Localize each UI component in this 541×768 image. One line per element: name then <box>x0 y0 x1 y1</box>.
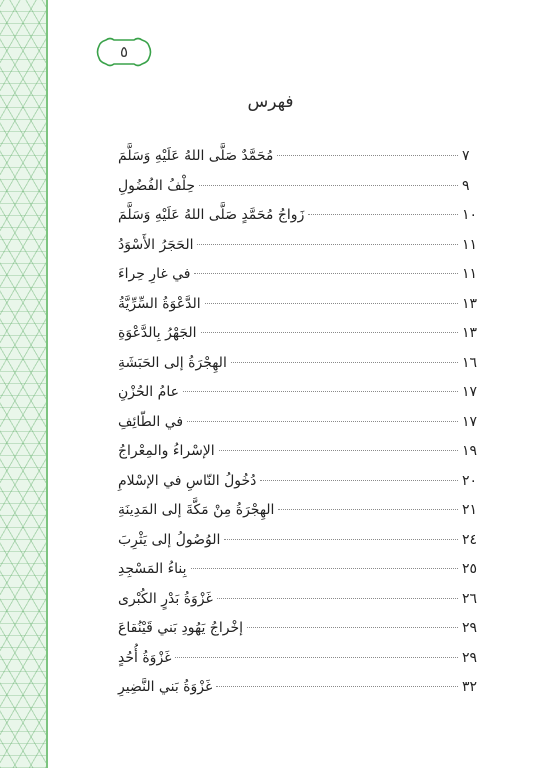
toc-entry-title: الهِجْرَةُ مِنْ مَكَّةَ إلى المَدِينَةِ <box>118 502 275 518</box>
dot-leader <box>187 421 458 422</box>
toc-entry[interactable] <box>118 325 482 355</box>
dot-leader <box>205 303 458 304</box>
toc-entry-page: ٢٩ <box>462 620 478 636</box>
toc-entry[interactable] <box>118 178 482 208</box>
dot-leader <box>260 480 458 481</box>
toc-entry[interactable] <box>118 414 482 444</box>
toc-entry-title: الجَهْرُ بِالدَّعْوَةِ <box>118 325 197 341</box>
toc-entry-page: ٢٠ <box>462 472 478 489</box>
toc-entry-page: ١٦ <box>462 354 478 371</box>
dot-leader <box>217 598 458 599</box>
dot-leader <box>247 627 458 628</box>
dot-leader <box>308 214 458 215</box>
toc-entry-title: الإسْراءُ والمِعْراجُ <box>118 443 215 459</box>
toc-entry-title: غَزْوَةُ أُحُدٍ <box>118 649 172 666</box>
toc-entry-title: بِناءُ المَسْجِدِ <box>118 561 187 577</box>
toc-entry-title: في غارِ حِراءَ <box>118 266 191 282</box>
dot-leader <box>278 509 458 510</box>
toc-entry[interactable] <box>118 266 482 296</box>
dot-leader <box>197 244 458 245</box>
toc-entry-page: ١٣ <box>462 325 478 341</box>
toc-entry-page: ١٩ <box>462 443 478 459</box>
toc-entry-title: الحَجَرُ الأَسْوَدُ <box>118 236 194 253</box>
toc-entry[interactable] <box>118 532 482 562</box>
dot-leader <box>224 539 458 540</box>
dot-leader <box>175 657 458 658</box>
toc-entry[interactable] <box>118 502 482 532</box>
toc-entry-page: ١٠ <box>462 207 478 223</box>
toc-entry[interactable] <box>118 237 482 267</box>
toc-entry[interactable] <box>118 620 482 650</box>
toc-entry-page: ٢٦ <box>462 590 478 607</box>
toc-entry-title: إخْراجُ يَهُودِ بَني قَيْنُقاعَ <box>118 620 243 636</box>
toc-entry-title: زَواجُ مُحَمَّدٍ صَلَّى اللهُ عَلَيْهِ وَسَلَّمَ <box>118 207 305 223</box>
dot-leader <box>277 155 458 156</box>
dot-leader <box>216 686 458 687</box>
toc-entry-page: ٧ <box>462 148 470 164</box>
toc-entry-title: الهِجْرَةُ إلى الحَبَشَةِ <box>118 354 227 371</box>
page-number-badge <box>96 36 152 68</box>
toc-entry-title: غَزْوَةُ بَني النَّضِيرِ <box>118 679 213 695</box>
toc-entry-title: الوُصُولُ إلى يَثْرِبَ <box>118 531 221 548</box>
toc-entry-page: ١١ <box>462 266 478 282</box>
toc-entry[interactable] <box>118 591 482 621</box>
toc-entry[interactable] <box>118 561 482 591</box>
toc-entry[interactable] <box>118 679 482 709</box>
dot-leader <box>231 362 458 363</box>
toc-entry-title: الدَّعْوَةُ السِّرِّيَّةُ <box>118 295 201 312</box>
toc-entry[interactable] <box>118 148 482 178</box>
toc-entry-page: ٢٥ <box>462 561 478 577</box>
toc-entry[interactable] <box>118 384 482 414</box>
table-of-contents <box>118 148 482 709</box>
dot-leader <box>201 332 458 333</box>
toc-entry[interactable] <box>118 296 482 326</box>
toc-entry[interactable] <box>118 207 482 237</box>
toc-entry-page: ١٧ <box>462 413 478 430</box>
toc-entry-title: غَزْوَةُ بَدْرٍ الكُبْرى <box>118 590 213 607</box>
toc-entry-page: ١٣ <box>462 295 478 312</box>
toc-entry-title: دُخُولُ النّاسِ في الإسْلامِ <box>118 472 257 489</box>
toc-entry-page: ٣٢ <box>462 679 478 695</box>
toc-entry[interactable] <box>118 650 482 680</box>
toc-entry-title: في الطّائِفِ <box>118 413 184 430</box>
dot-leader <box>191 568 458 569</box>
toc-entry-page: ٢٤ <box>462 531 478 548</box>
toc-entry-page: ١١ <box>462 236 478 253</box>
toc-entry-title: حِلْفُ الفُضُولِ <box>118 177 196 194</box>
toc-entry-title: مُحَمَّدٌ صَلَّى اللهُ عَلَيْهِ وَسَلَّمَ <box>118 148 274 164</box>
toc-entry-page: ٩ <box>462 177 470 194</box>
toc-entry-page: ١٧ <box>462 384 478 400</box>
dot-leader <box>199 185 458 186</box>
toc-entry-page: ٢٩ <box>462 649 478 666</box>
dot-leader <box>194 273 458 274</box>
toc-entry[interactable] <box>118 355 482 385</box>
toc-entry[interactable] <box>118 473 482 503</box>
toc-entry[interactable] <box>118 443 482 473</box>
dot-leader <box>219 450 458 451</box>
geometric-pattern-icon <box>0 0 48 768</box>
dot-leader <box>183 391 458 392</box>
page-number: ٥ <box>119 43 129 61</box>
toc-entry-title: عامُ الحُزْنِ <box>118 384 179 400</box>
toc-entry-page: ٢١ <box>462 502 478 518</box>
page-title: فهرس <box>247 92 294 112</box>
